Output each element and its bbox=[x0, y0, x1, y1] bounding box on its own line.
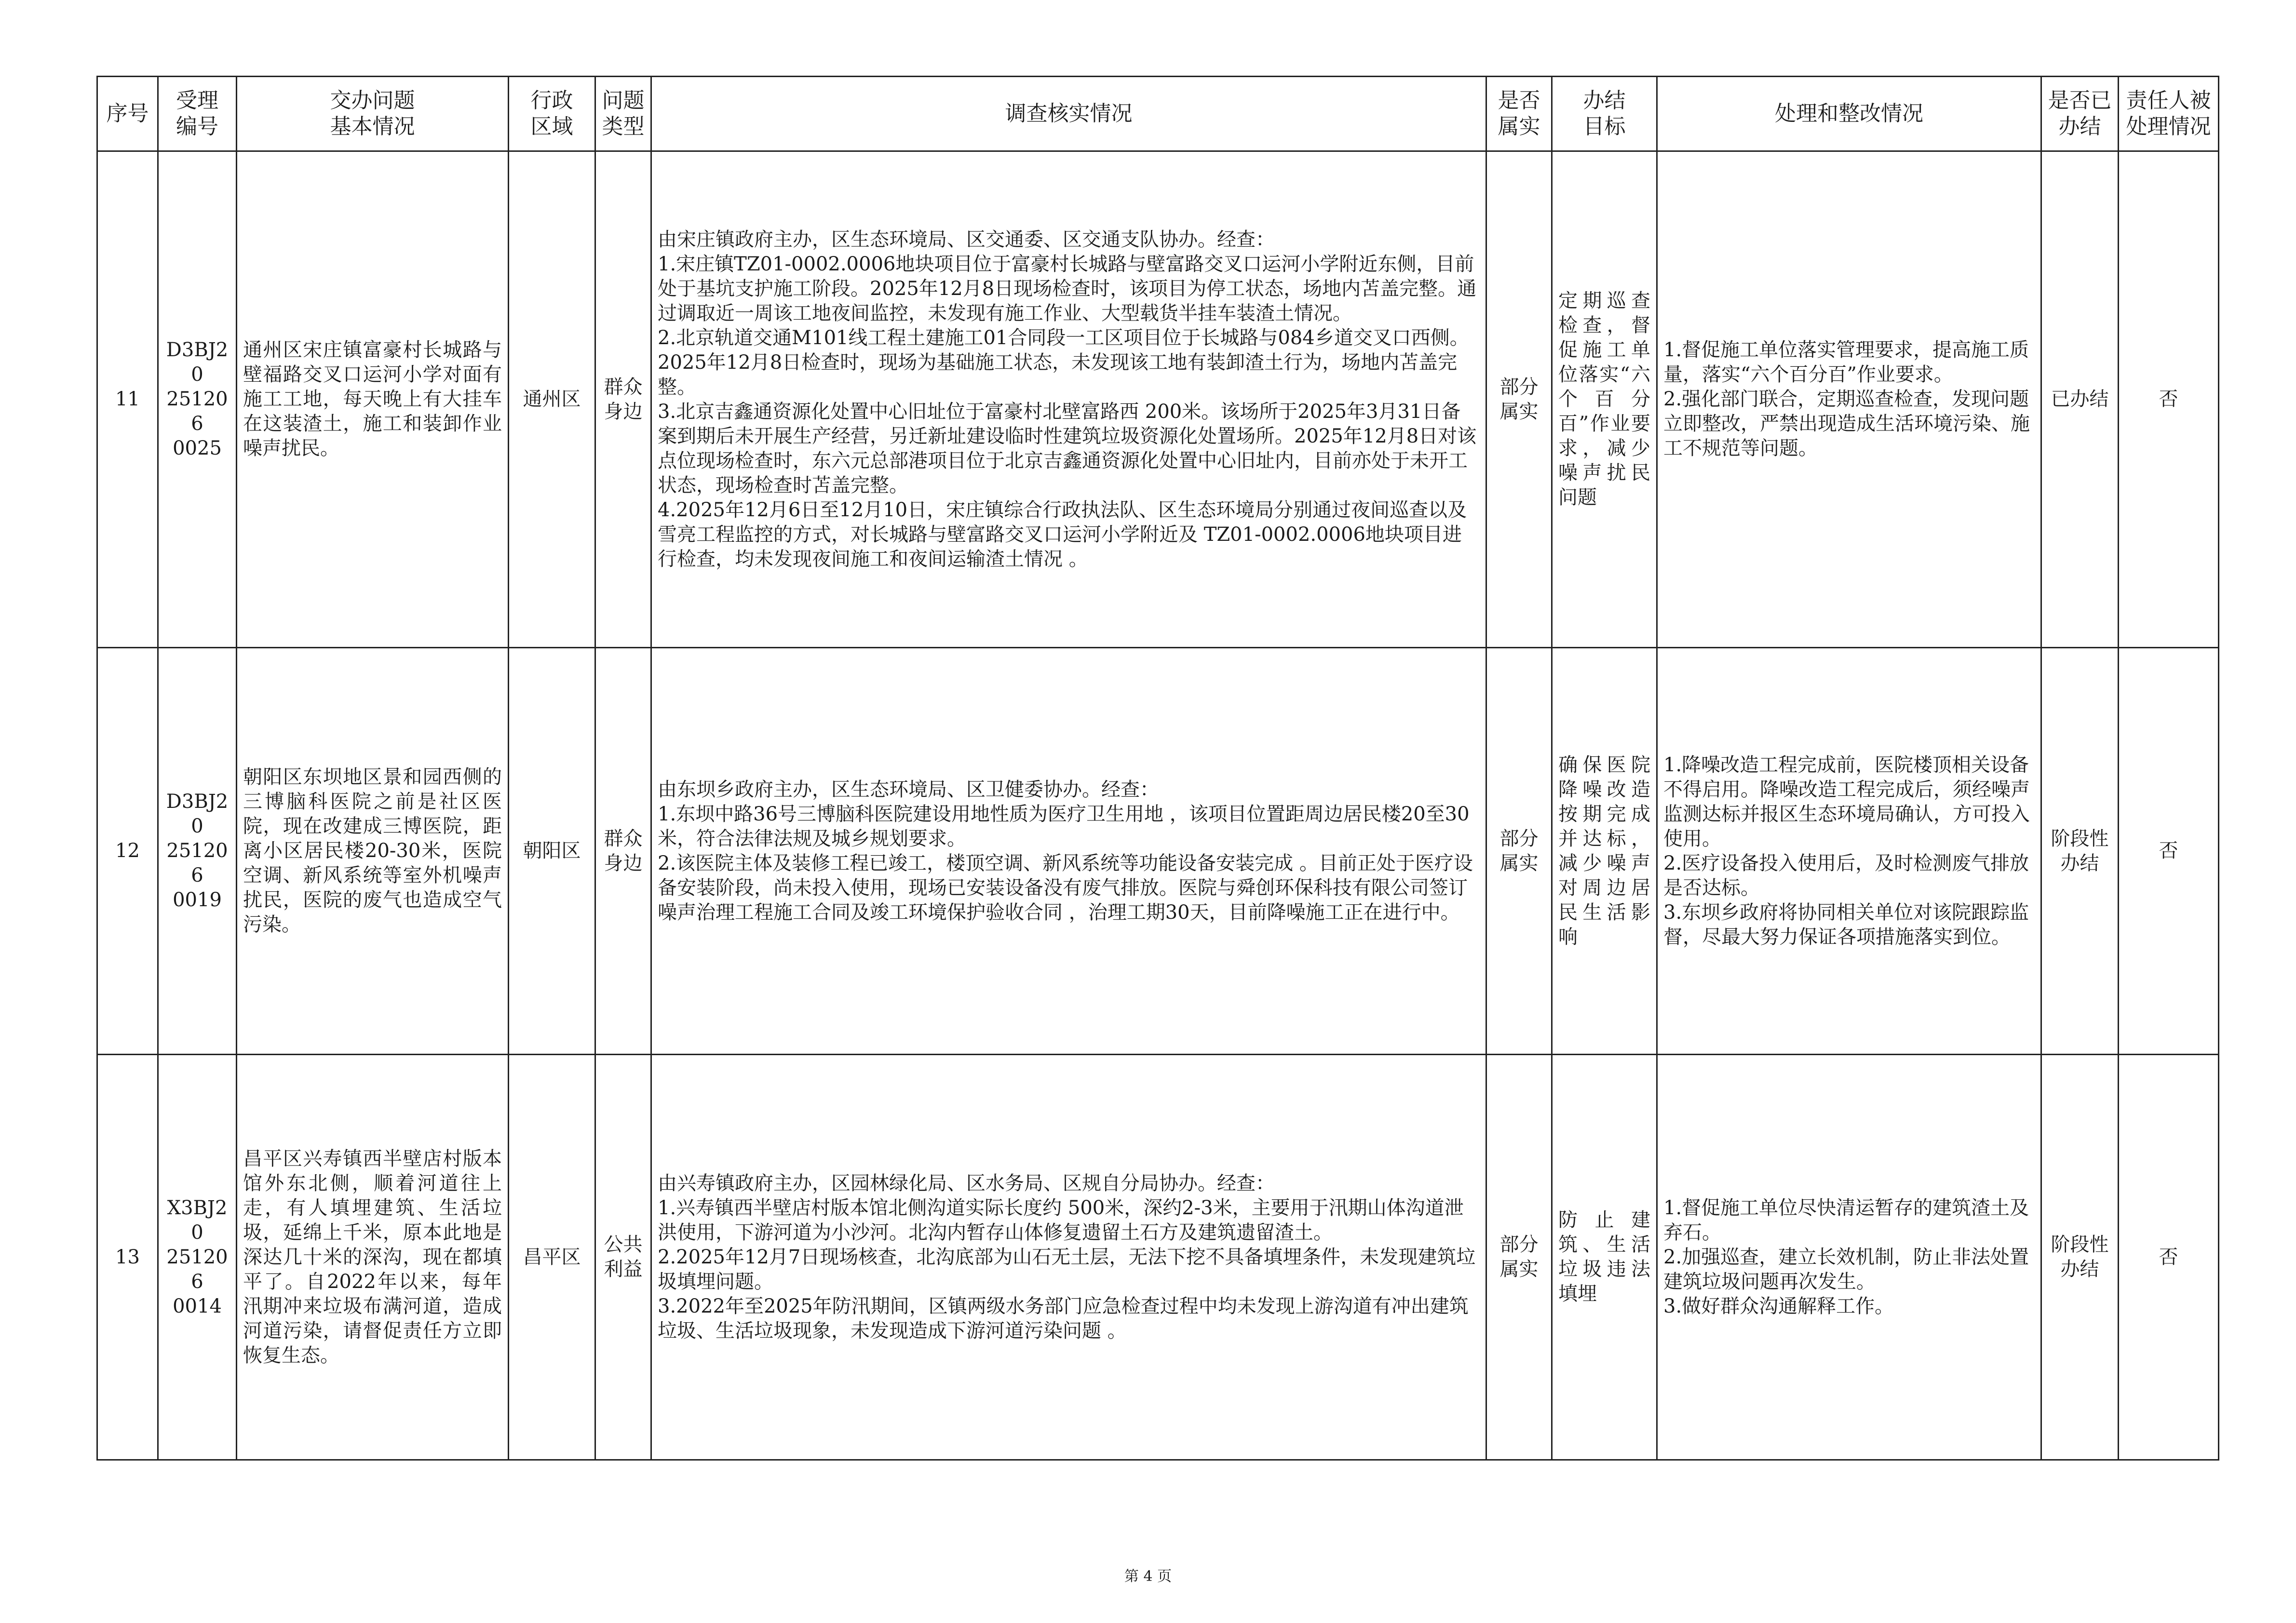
cell-seq: 12 bbox=[97, 648, 158, 1055]
cell-issue: 通州区宋庄镇富豪村长城路与壁福路交叉口运河小学对面有施工工地，每天晚上有大挂车在这装渣土，施工和装卸作业噪声扰民。 bbox=[237, 151, 509, 648]
cell-goal: 确保医院降噪改造按期完成并达标，减少噪声对周边居民生活影响 bbox=[1552, 648, 1657, 1055]
header-verified: 是否 属实 bbox=[1486, 77, 1552, 151]
header-district: 行政 区域 bbox=[509, 77, 595, 151]
cell-completed: 阶段性 办结 bbox=[2041, 648, 2119, 1055]
cell-accept-no: D3BJ20 251206 0025 bbox=[158, 151, 237, 648]
cell-type: 公共 利益 bbox=[595, 1055, 651, 1460]
cell-handling: 1.降噪改造工程完成前，医院楼顶相关设备不得启用。降噪改造工程完成后，须经噪声监测达标并报区生态环境局确认，方可投入使用。 2.医疗设备投入使用后，及时检测废气排放是否达标。 3.东坝乡政府将协同相关单位对该院跟踪监督，尽最大努力保证各项措施落实到位。 bbox=[1657, 648, 2041, 1055]
cell-verified: 部分 属实 bbox=[1486, 1055, 1552, 1460]
cell-seq: 11 bbox=[97, 151, 158, 648]
header-goal: 办结 目标 bbox=[1552, 77, 1657, 151]
cell-goal: 定期巡查检查，督促施工单位落实“六个百分百”作业要求，减少噪声扰民问题 bbox=[1552, 151, 1657, 648]
table-row bbox=[97, 151, 2219, 648]
cell-accountability: 否 bbox=[2119, 1055, 2219, 1460]
cell-investigation: 由兴寿镇政府主办，区园林绿化局、区水务局、区规自分局协办。经查： 1.兴寿镇西半壁店村版本馆北侧沟道实际长度约 500米，深约2-3米，主要用于汛期山体沟道泄洪使用，下游河道为小沙河。北沟内暂存山体修复遗留土石方及建筑遗留渣土。 2.2025年12月7日现场核查，北沟底部为山石无土层，无法下挖不具备填埋条件，未发现建筑垃圾填埋问题。 3.2022年至2025年防汛期间，区镇两级水务部门应急检查过程中均未发现上游沟道有冲出建筑垃圾、生活垃圾现象，未发现造成下游河道污染问题 。 bbox=[651, 1055, 1486, 1460]
cell-type: 群众 身边 bbox=[595, 648, 651, 1055]
cell-investigation: 由东坝乡政府主办，区生态环境局、区卫健委协办。经查： 1.东坝中路36号三博脑科医院建设用地性质为医疗卫生用地 ，该项目位置距周边居民楼20至30米，符合法律法规及城乡规划要求。 2.该医院主体及装修工程已竣工，楼顶空调、新风系统等功能设备安装完成 。目前正处于医疗设备安装阶段，尚未投入使用，现场已安装设备没有废气排放。医院与舜创环保科技有限公司签订噪声治理工程施工合同及竣工环境保护验收合同 ，治理工期30天，目前降噪施工正在进行中。 bbox=[651, 648, 1486, 1055]
cell-accept-no: X3BJ20 251206 0014 bbox=[158, 1055, 237, 1460]
cell-investigation: 由宋庄镇政府主办，区生态环境局、区交通委、区交通支队协办。经查： 1.宋庄镇TZ01-0002.0006地块项目位于富豪村长城路与壁富路交叉口运河小学附近东侧，目前处于基坑支护施工阶段。2025年12月8日现场检查时，该项目为停工状态，场地内苫盖完整。通过调取近一周该工地夜间监控，未发现有施工作业、大型载货半挂车装渣土情况。 2.北京轨道交通M101线工程土建施工01合同段一工区项目位于长城路与084乡道交叉口西侧。2025年12月8日检查时，现场为基础施工状态，未发现该工地有装卸渣土行为，场地内苫盖完整。 3.北京吉鑫通资源化处置中心旧址位于富豪村北壁富路西 200米。该场所于2025年3月31日备案到期后未开展生产经营，另迁新址建设临时性建筑垃圾资源化处置场所。2025年12月8日对该点位现场检查时，东六元总部港项目位于北京吉鑫通资源化处置中心旧址内，目前亦处于未开工状态，现场检查时苫盖完整。 4.2025年12月6日至12月10日，宋庄镇综合行政执法队、区生态环境局分别通过夜间巡查以及雪亮工程监控的方式，对长城路与壁富路交叉口运河小学附近及 TZ01-0002.0006地块项目进行检查，均未发现夜间施工和夜间运输渣土情况 。 bbox=[651, 151, 1486, 648]
cell-accountability: 否 bbox=[2119, 151, 2219, 648]
cell-completed: 已办结 bbox=[2041, 151, 2119, 648]
header-accept-no: 受理 编号 bbox=[158, 77, 237, 151]
header-investigation: 调查核实情况 bbox=[651, 77, 1486, 151]
header-issue: 交办问题 基本情况 bbox=[237, 77, 509, 151]
cell-district: 朝阳区 bbox=[509, 648, 595, 1055]
cell-completed: 阶段性 办结 bbox=[2041, 1055, 2119, 1460]
table-row bbox=[97, 1055, 2219, 1460]
cell-district: 昌平区 bbox=[509, 1055, 595, 1460]
cell-seq: 13 bbox=[97, 1055, 158, 1460]
cell-type: 群众 身边 bbox=[595, 151, 651, 648]
cell-issue: 朝阳区东坝地区景和园西侧的三博脑科医院之前是社区医院，现在改建成三博医院，距离小区居民楼20-30米，医院空调、新风系统等室外机噪声扰民，医院的废气也造成空气污染。 bbox=[237, 648, 509, 1055]
header-seq: 序号 bbox=[97, 77, 158, 151]
report-table bbox=[96, 76, 2219, 1461]
cell-issue: 昌平区兴寿镇西半壁店村版本馆外东北侧，顺着河道往上走，有人填埋建筑、生活垃圾，延绵上千米，原本此地是深达几十米的深沟，现在都填平了。自2022年以来，每年汛期冲来垃圾布满河道，造成河道污染，请督促责任方立即恢复生态。 bbox=[237, 1055, 509, 1460]
page-number: 第 4 页 bbox=[1124, 1568, 1172, 1585]
table-row bbox=[97, 648, 2219, 1055]
cell-goal: 防止建筑、生活垃圾违法填埋 bbox=[1552, 1055, 1657, 1460]
cell-verified: 部分 属实 bbox=[1486, 648, 1552, 1055]
header-row bbox=[97, 77, 2219, 151]
cell-verified: 部分 属实 bbox=[1486, 151, 1552, 648]
header-type: 问题 类型 bbox=[595, 77, 651, 151]
header-handling: 处理和整改情况 bbox=[1657, 77, 2041, 151]
cell-handling: 1.督促施工单位落实管理要求，提高施工质量，落实“六个百分百”作业要求。 2.强化部门联合，定期巡查检查，发现问题立即整改，严禁出现造成生活环境污染、施工不规范等问题。 bbox=[1657, 151, 2041, 648]
cell-district: 通州区 bbox=[509, 151, 595, 648]
cell-accept-no: D3BJ20 251206 0019 bbox=[158, 648, 237, 1055]
header-completed: 是否已 办结 bbox=[2041, 77, 2119, 151]
cell-accountability: 否 bbox=[2119, 648, 2219, 1055]
header-accountability: 责任人被 处理情况 bbox=[2119, 77, 2219, 151]
cell-handling: 1.督促施工单位尽快清运暂存的建筑渣土及弃石。 2.加强巡查，建立长效机制，防止非法处置建筑垃圾问题再次发生。 3.做好群众沟通解释工作。 bbox=[1657, 1055, 2041, 1460]
